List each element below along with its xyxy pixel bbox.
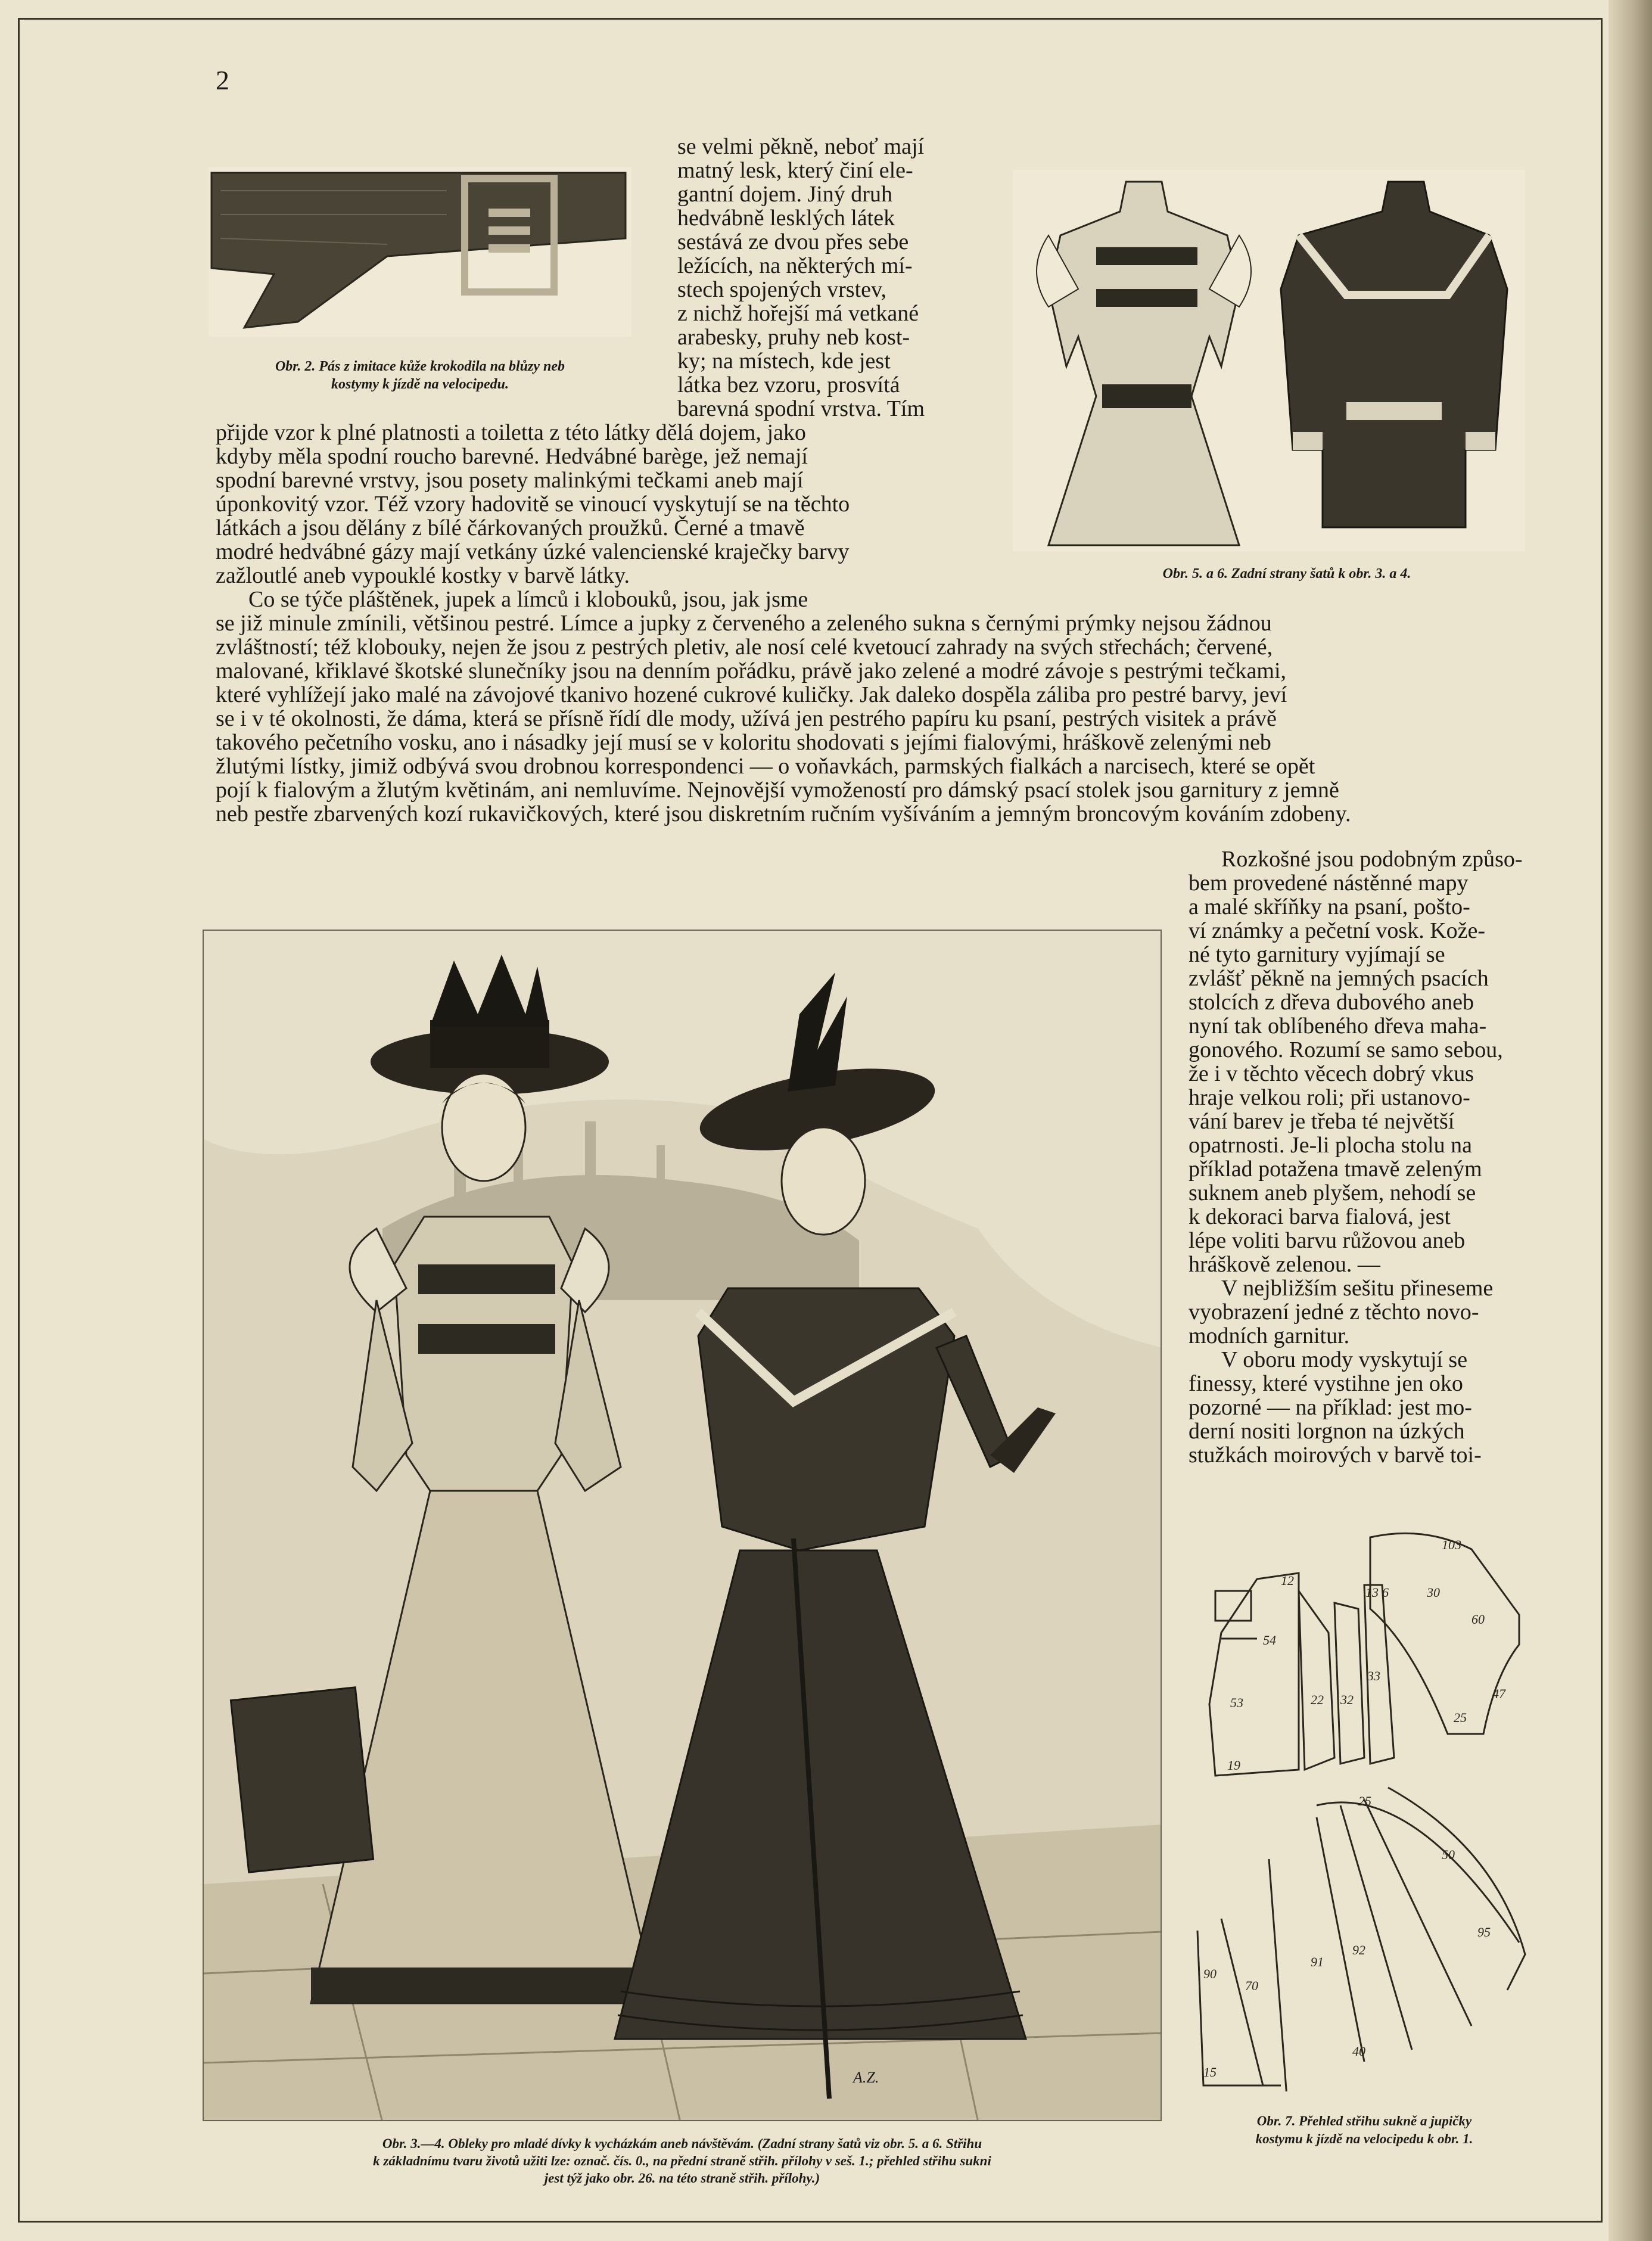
text-line: ví známky a pečetní vosk. Kože-	[1189, 918, 1486, 943]
pattern-label: 32	[1340, 1692, 1354, 1707]
page-number: 2	[216, 65, 229, 95]
text-line: V oboru mody vyskytují se	[1221, 1347, 1468, 1372]
pattern-label: 33	[1367, 1668, 1380, 1683]
pattern-label: 22	[1311, 1692, 1324, 1707]
paragraph-1	[216, 421, 954, 611]
caption-fig56: Obr. 5. a 6. Zadní strany šatů k obr. 3. a 4.	[1162, 566, 1411, 582]
pattern-label: 60	[1471, 1612, 1485, 1627]
text-line: látka bez vzoru, prosvítá	[677, 372, 900, 397]
text-line: vyobrazení jedné z těchto novo-	[1189, 1300, 1479, 1325]
caption-fig7-line-1: Obr. 7. Přehled střihu sukně a jupičky	[1256, 2113, 1472, 2128]
text-line: ležících, na některých mí-	[677, 253, 913, 278]
text-line: zažloutlé aneb vypouklé kostky v barvě látky.	[216, 563, 630, 588]
text-line: se velmi pěkně, neboť mají	[677, 134, 925, 159]
text-line: které vyhlížejí jako malé na závojové tkanivo hozené cukrové kuličky. Jak daleko dospěla záliba pro pestré barvy, jeví	[216, 682, 1287, 707]
text-line: hráškově zelenou. —	[1189, 1252, 1380, 1277]
text-line: vání barev je třeba té největší	[1189, 1109, 1455, 1134]
text-line: Rozkošné jsou podobným způso-	[1221, 847, 1523, 872]
text-line: zvláštností; též klobouky, nejen že jsou z pestrých pletiv, ale nosí celé kvetoucí zahrady na svých střechách; červené,	[216, 635, 1273, 660]
text-line: gonového. Rozumí se samo sebou,	[1189, 1037, 1503, 1062]
text-line: sestává ze dvou přes sebe	[677, 229, 909, 254]
figure-belt	[209, 167, 631, 337]
pattern-label: 15	[1203, 2065, 1217, 2080]
pattern-label: 25	[1454, 1710, 1467, 1725]
pattern-label: 19	[1227, 1758, 1240, 1773]
figure-dress-backs	[1013, 170, 1525, 551]
text-line: hraje velkou roli; při ustanovo-	[1189, 1085, 1470, 1110]
pattern-label: 95	[1477, 1925, 1491, 1939]
text-line: že i v těchto věcech dobrý vkus	[1189, 1061, 1474, 1086]
text-line: a malé skříňky na psaní, pošto-	[1189, 894, 1470, 919]
text-line: suknem aneb plyšem, nehodí se	[1189, 1180, 1476, 1205]
text-line: lépe voliti barvu růžovou aneb	[1189, 1228, 1466, 1253]
text-line: matný lesk, který činí ele-	[677, 158, 913, 183]
text-line: barevná spodní vrstva. Tím	[677, 396, 925, 421]
pattern-label: 70	[1245, 1978, 1258, 1993]
artist-signature: A.Z.	[853, 2069, 879, 2086]
text-line: pojí k fialovým a žlutým květinám, ani nemluvíme. Nejnovější vymožeností pro dámský psací stolek jsou garnitury z jemně	[216, 778, 1339, 803]
pattern-label: 13	[1365, 1585, 1379, 1600]
text-line: modních garnitur.	[1189, 1323, 1350, 1348]
text-line: se i v té okolnosti, že dáma, která se přísně řídí dle mody, užívá jen pestrého papíru ku psaní, pestrých visitek a právě	[216, 706, 1277, 731]
text-line: přijde vzor k plné platnosti a toiletta z této látky dělá dojem, jako	[216, 420, 806, 445]
caption-fig2-line-1: Obr. 2. Pás z imitace kůže krokodila na blůzy neb	[275, 359, 565, 374]
caption-fig34-line-2: k základnímu tvaru životů užiti lze: označ. čís. 0., na přední straně střih. přílohy v seš. 1.; přehled střihu sukni	[373, 2153, 991, 2168]
text-line: pozorné — na příklad: jest mo-	[1189, 1395, 1472, 1420]
text-line: arabesky, pruhy neb kost-	[677, 325, 910, 350]
text-line: gantní dojem. Jiný druh	[677, 182, 892, 207]
caption-fig7-line-2: kostymu k jízdě na velocipedu k obr. 1.	[1255, 2131, 1473, 2146]
text-line: né tyto garnitury vyjímají se	[1189, 942, 1445, 967]
text-line: takového pečetního vosku, ano i násadky její musí se v koloritu shodovati s jejími fialovými, hráškově zelenými neb	[216, 730, 1271, 755]
figure-pattern-diagrams	[1162, 1525, 1543, 2091]
text-line: z nichž hořejší má vetkané	[677, 301, 919, 326]
text-line: opatrnosti. Je-li plocha stolu na	[1189, 1133, 1472, 1158]
text-line: bem provedené nástěnné mapy	[1189, 871, 1469, 896]
pattern-label: 53	[1230, 1695, 1243, 1710]
text-line: látkách a jsou dělány z bílé čárkovaných proužků. Černé a tmavě	[216, 515, 805, 540]
pattern-label: 91	[1311, 1954, 1324, 1969]
text-line: ky; na místech, kde jest	[677, 349, 891, 374]
text-line: kdyby měla spodní roucho barevné. Hedvábné barège, jež nemají	[216, 444, 808, 469]
text-line: se již minule zmínili, většinou pestré. Límce a jupky z červeného a zeleného sukna s černými prýmky nejsou žádnou	[216, 611, 1272, 636]
text-line: modré hedvábné gázy mají vetkány úzké valencienské kraječky barvy	[216, 539, 850, 564]
pattern-label: 92	[1352, 1942, 1365, 1957]
paragraph-2	[216, 611, 1568, 826]
pattern-label: 6	[1382, 1585, 1389, 1600]
text-line: stužkách moirových v barvě toi-	[1189, 1443, 1482, 1468]
text-line: nyní tak oblíbeného dřeva maha-	[1189, 1014, 1487, 1039]
pattern-label: 12	[1281, 1573, 1294, 1588]
text-line: žlutými lístky, jimiž odbývá svou drobnou korrespondenci — o voňavkách, parmských fialkách a narcisech, které se opět	[216, 754, 1315, 779]
text-line: úponkovitý vzor. Též vzory hadovitě se vinoucí vyskytují se na těchto	[216, 492, 850, 517]
text-line: k dekoraci barva fialová, jest	[1189, 1204, 1451, 1229]
text-line: malované, křiklavé škotské slunečníky jsou na denním pořádku, právě jako zelené a modré závoje s pestrými tečkami,	[216, 658, 1287, 683]
text-line: stech spojených vrstev,	[677, 277, 887, 302]
text-line: příklad potažena tmavě zeleným	[1189, 1157, 1482, 1182]
text-line: stolcích z dřeva dubového aneb	[1189, 990, 1474, 1015]
caption-fig34-line-1: Obr. 3.—4. Obleky pro mladé dívky k vycházkám aneb návštěvám. (Zadní strany šatů viz obr. 5. a 6. Střihu	[382, 2136, 982, 2151]
caption-fig34	[203, 2135, 1162, 2187]
text-line: hedvábně lesklých látek	[677, 206, 895, 231]
pattern-label: 30	[1427, 1585, 1440, 1600]
pattern-label: 50	[1442, 1847, 1455, 1862]
pattern-label: 90	[1203, 1966, 1217, 1981]
column-top	[677, 135, 969, 421]
figure-walking-dresses	[203, 930, 1162, 2121]
caption-fig34-line-3: jest týž jako obr. 26. na této straně střih. přílohy.)	[544, 2171, 820, 2186]
pattern-label: 40	[1352, 2044, 1365, 2059]
pattern-label: 25	[1358, 1794, 1371, 1808]
caption-fig7	[1186, 2112, 1543, 2148]
pattern-label: 47	[1492, 1686, 1505, 1701]
page-spine	[1609, 0, 1652, 2241]
text-line: finessy, které vystihne jen oko	[1189, 1371, 1463, 1396]
caption-fig2	[203, 358, 637, 393]
text-line: neb pestře zbarvených kozí rukavičkových, které jsou diskretním ručním vyšíváním a jemným broncovým kováním zdobeny.	[216, 801, 1351, 826]
text-line: zvlášť pěkně na jemných psacích	[1189, 966, 1489, 991]
caption-fig2-line-2: kostymy k jízdě na velocipedu.	[331, 377, 509, 392]
text-line: derní nositi lorgnon na úzkých	[1189, 1419, 1465, 1444]
pattern-label: 103	[1442, 1537, 1461, 1552]
text-line: Co se týče pláštěnek, jupek a límců i klobouků, jsou, jak jsme	[248, 587, 808, 612]
text-line: spodní barevné vrstvy, jsou posety malinkými tečkami aneb mají	[216, 468, 804, 493]
column-right	[1189, 847, 1531, 1467]
pattern-label: 54	[1263, 1633, 1276, 1648]
text-line: V nejbližším sešitu přineseme	[1221, 1276, 1494, 1301]
